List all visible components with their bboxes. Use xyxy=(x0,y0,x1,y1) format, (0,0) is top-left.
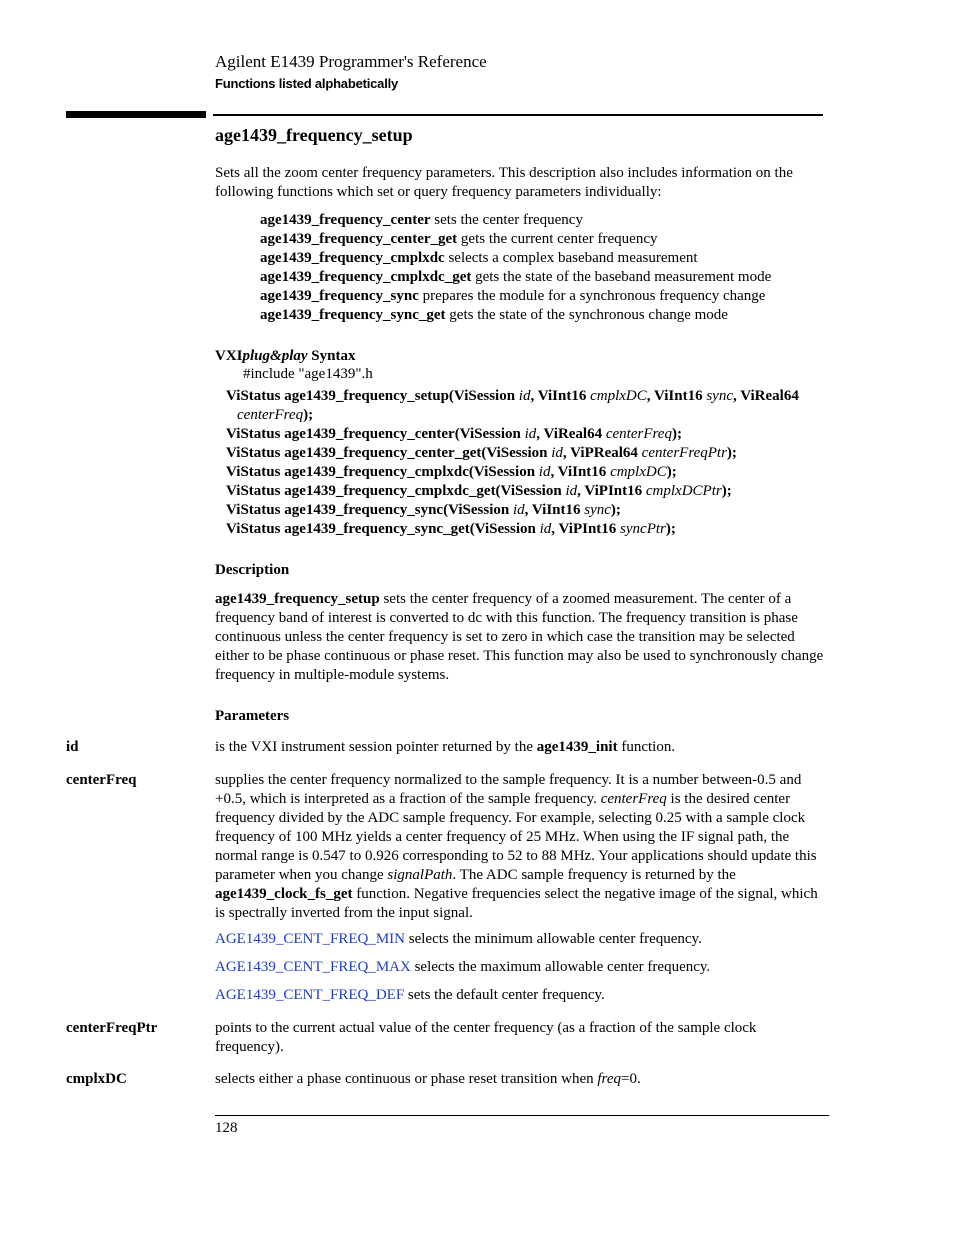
sig-text: , ViInt16 xyxy=(550,464,611,480)
signature-cmplxdc-get xyxy=(226,482,799,501)
sig-param: id xyxy=(565,483,578,499)
syntax-heading-italic: plug&play xyxy=(242,348,308,364)
sig-param: id xyxy=(518,388,531,404)
sig-text: , ViInt16 xyxy=(646,388,707,404)
sig-text: , ViInt16 xyxy=(530,388,591,404)
sig-param: id xyxy=(524,426,537,442)
const-desc: selects the maximum allowable center frequency. xyxy=(410,959,711,975)
param-text: is the VXI instrument session pointer returned by the xyxy=(215,739,537,755)
related-function-item xyxy=(260,249,771,268)
related-function-name: age1439_frequency_sync_get xyxy=(260,307,446,323)
param-text: function. xyxy=(617,739,676,755)
sig-param: sync xyxy=(584,502,611,518)
signature-cmplxdc xyxy=(226,463,799,482)
related-function-item xyxy=(260,268,771,287)
param-func-ref: age1439_init xyxy=(536,739,618,755)
sig-text: ); xyxy=(303,407,314,423)
header-thin-rule xyxy=(213,114,823,116)
param-italic: centerFreq xyxy=(600,791,667,807)
param-italic: freq xyxy=(597,1071,621,1087)
param-text: 0.5 and +0.5, which is interpreted as a fraction of the sample frequency. xyxy=(215,772,802,807)
sig-text: , ViReal64 xyxy=(536,426,606,442)
sig-text: ViStatus age1439_frequency_sync_get(ViSession xyxy=(226,521,540,537)
intro-paragraph: Sets all the zoom center frequency parameters. This description also includes information on the following functions which set or query frequency parameters individually: xyxy=(215,165,793,200)
sig-text: ); xyxy=(610,502,621,518)
const-desc: selects the minimum allowable center frequency. xyxy=(405,931,702,947)
const-item xyxy=(215,958,710,977)
include-line: #include "age1439".h xyxy=(243,366,373,382)
sig-text: , ViReal64 xyxy=(733,388,799,404)
param-text: . The ADC sample frequency is returned by the xyxy=(452,867,736,883)
function-title: age1439_frequency_setup xyxy=(215,125,413,145)
related-function-name: age1439_frequency_center_get xyxy=(260,231,458,247)
related-function-desc: prepares the module for a synchronous frequency change xyxy=(418,288,766,304)
param-label-centerfreqptr: centerFreqPtr xyxy=(66,1020,158,1036)
sig-param: id xyxy=(512,502,525,518)
const-item xyxy=(215,930,702,949)
sig-param: cmplxDC xyxy=(610,464,667,480)
signature-setup xyxy=(226,387,799,406)
sig-param: centerFreqPtr xyxy=(641,445,727,461)
syntax-heading-suffix: Syntax xyxy=(307,348,356,364)
syntax-heading-prefix: VXI xyxy=(215,348,243,364)
related-function-desc: gets the state of the synchronous change mode xyxy=(445,307,728,323)
param-func-ref: age1439_clock_fs_get xyxy=(215,886,353,902)
sig-text: ViStatus age1439_frequency_cmplxdc_get(ViSession xyxy=(226,483,566,499)
sig-param: centerFreq xyxy=(605,426,672,442)
sig-text: ViStatus age1439_frequency_center_get(ViSession xyxy=(226,445,552,461)
related-function-desc: sets the center frequency xyxy=(430,212,583,228)
running-header-section: Functions listed alphabetically xyxy=(215,76,399,91)
sig-text: , ViPReal64 xyxy=(562,445,642,461)
param-text: function. Negative frequencies select the negative image of the signal, which is spectrally inverted from the input signal. xyxy=(215,886,818,921)
sig-param: centerFreq xyxy=(237,407,304,423)
param-desc-id xyxy=(215,738,827,757)
related-function-desc: gets the current center frequency xyxy=(457,231,658,247)
param-text: is the desired center frequency divided by the ADC sample frequency. For example, selecting 0.25 with a sample clock frequency of 100 MHz yields a center frequency of 25 MHz. When using the IF signal path, the normal range is 0.547 to 0.926 corresponding to 52 to 88 MHz. Your applications should update this parameter when you change xyxy=(215,791,817,883)
param-label-cmplxdc: cmplxDC xyxy=(66,1071,127,1087)
header-thick-rule xyxy=(66,111,206,118)
related-function-desc: selects a complex baseband measurement xyxy=(444,250,698,266)
sig-text: , ViPInt16 xyxy=(551,521,621,537)
signature-sync-get xyxy=(226,520,799,539)
related-functions-list xyxy=(260,211,771,325)
description-heading: Description xyxy=(215,562,290,578)
sig-param: cmplxDCPtr xyxy=(645,483,722,499)
sig-text: ViStatus age1439_frequency_setup(ViSession xyxy=(226,388,519,404)
sig-param: id xyxy=(539,521,552,537)
sig-text: ); xyxy=(666,464,677,480)
related-function-name: age1439_frequency_sync xyxy=(260,288,419,304)
param-label-id: id xyxy=(66,739,79,755)
sig-text: ViStatus age1439_frequency_center(ViSession xyxy=(226,426,525,442)
sig-param: syncPtr xyxy=(620,521,666,537)
signature-center-get xyxy=(226,444,799,463)
related-function-item xyxy=(260,287,771,306)
related-function-item xyxy=(260,211,771,230)
param-text: selects either a phase continuous or phase reset transition when xyxy=(215,1071,598,1087)
const-desc: sets the default center frequency. xyxy=(404,987,605,1003)
sig-param: id xyxy=(551,445,563,461)
parameters-heading: Parameters xyxy=(215,708,290,724)
param-text: =0. xyxy=(621,1071,641,1087)
param-desc-centerfreq xyxy=(215,771,827,923)
running-header-title: Agilent E1439 Programmer's Reference xyxy=(215,52,487,71)
related-function-name: age1439_frequency_center xyxy=(260,212,431,228)
sig-text: ); xyxy=(721,483,732,499)
description-lead: age1439_frequency_setup xyxy=(215,591,380,607)
sig-param: sync xyxy=(706,388,733,404)
related-function-item xyxy=(260,306,771,325)
related-function-desc: gets the state of the baseband measurement mode xyxy=(471,269,772,285)
const-link[interactable]: AGE1439_CENT_FREQ_MAX xyxy=(215,959,411,975)
const-link[interactable]: AGE1439_CENT_FREQ_DEF xyxy=(215,987,405,1003)
signature-setup-cont xyxy=(226,406,799,425)
related-function-name: age1439_frequency_cmplxdc_get xyxy=(260,269,472,285)
sig-text: ViStatus age1439_frequency_sync(ViSession xyxy=(226,502,513,518)
sig-text: , ViPInt16 xyxy=(577,483,646,499)
sig-text: , ViInt16 xyxy=(524,502,585,518)
description-text: sets the center frequency of a zoomed measurement. The center of a frequency band of interest is converted to dc with this function. The frequency transition is phase continuous unless the center frequency is set to zero in which case the transition may be selected either to be phase continuous or phase reset. This function may also be used to synchronously change frequency in multiple-module systems. xyxy=(215,591,824,683)
const-item xyxy=(215,986,605,1005)
syntax-heading xyxy=(215,347,355,366)
param-label-centerfreq: centerFreq xyxy=(66,772,137,788)
sig-param: cmplxDC xyxy=(590,388,647,404)
param-minus-sign: - xyxy=(752,772,758,788)
sig-param: id xyxy=(538,464,551,480)
page-number: 128 xyxy=(215,1120,238,1136)
sig-text: ); xyxy=(665,521,676,537)
param-desc-centerfreqptr: points to the current actual value of the center frequency (as a fraction of the sample clock frequency). xyxy=(215,1020,757,1055)
param-desc-cmplxdc xyxy=(215,1070,827,1089)
sig-text: ViStatus age1439_frequency_cmplxdc(ViSession xyxy=(226,464,539,480)
sig-text: ); xyxy=(726,445,737,461)
param-text: supplies the center frequency normalized to the sample frequency. It is a number between xyxy=(215,772,753,788)
related-function-item xyxy=(260,230,771,249)
const-link[interactable]: AGE1439_CENT_FREQ_MIN xyxy=(215,931,405,947)
footer-rule xyxy=(215,1115,829,1116)
syntax-signatures xyxy=(226,387,799,539)
description-paragraph xyxy=(215,590,827,685)
sig-text: ); xyxy=(671,426,682,442)
signature-sync xyxy=(226,501,799,520)
signature-center xyxy=(226,425,799,444)
related-function-name: age1439_frequency_cmplxdc xyxy=(260,250,445,266)
param-italic: signalPath xyxy=(387,867,453,883)
